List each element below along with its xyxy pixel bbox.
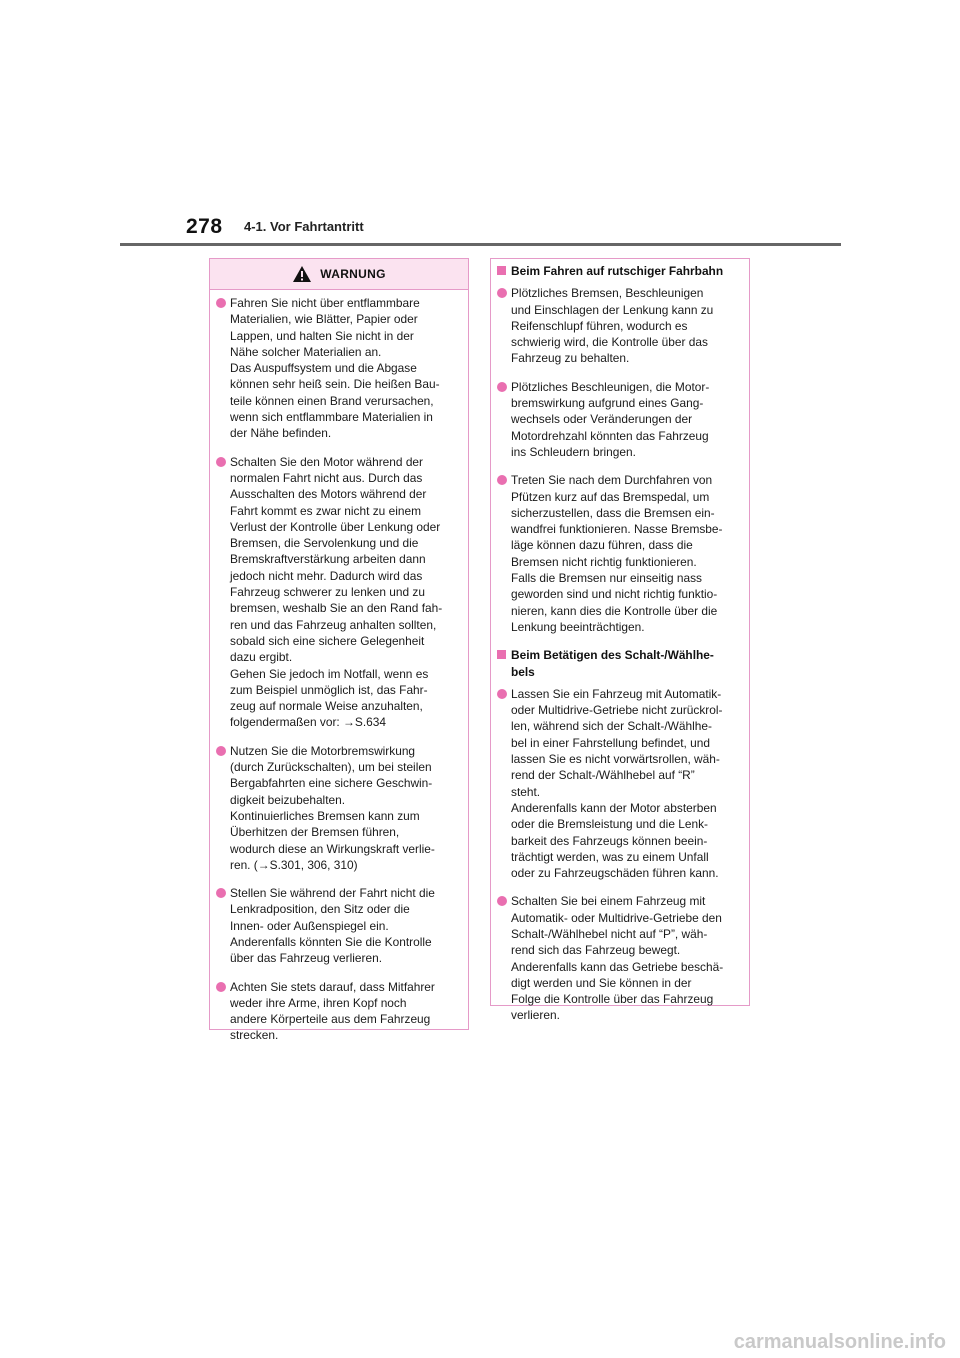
square-bullet-icon: [497, 650, 506, 659]
slippery-road-item: [497, 285, 739, 366]
bullet-dot-icon: [497, 689, 507, 699]
slippery-road-item: [497, 472, 739, 635]
warning-content: [210, 290, 468, 1052]
warning-item: [216, 743, 458, 873]
bullet-dot-icon: [497, 382, 507, 392]
warning-box: [209, 258, 469, 1043]
warning-title: WARNUNG: [320, 267, 386, 281]
warning-item: [216, 885, 458, 966]
section-title: 4-1. Vor Fahrtantritt: [244, 219, 364, 234]
bullet-dot-icon: [497, 288, 507, 298]
slippery-road-item-text: Plötzliches Bremsen, Beschleunigen und Einschlagen der Lenkung kann zu Reifenschlupf führen, wodurch es schwierig wird, die Kontrolle über das Fahrzeug zu behalten.: [511, 286, 714, 366]
shift-lever-item: [497, 686, 739, 882]
page-number: 278: [186, 215, 223, 238]
subsection-heading-text: Beim Betätigen des Schalt-/Wählhe- bels: [511, 648, 714, 679]
bullet-dot-icon: [497, 475, 507, 485]
header-divider: [120, 243, 841, 246]
bullet-dot-icon: [216, 888, 226, 898]
warning-item-text: Nutzen Sie die Motorbremswirkung (durch Zurückschalten), um bei steilen Bergabfahrten eine sichere Geschwin- digkeit beizubehalten. Kontinuierliches Bremsen kann zum Überhitzen der Bremsen führen, wodurch diese an Wirkungskraft verlie- ren. (→S.301, 306, 310): [230, 743, 435, 872]
subsection-heading-shift-lever: [497, 647, 739, 680]
bullet-dot-icon: [497, 896, 507, 906]
bullet-dot-icon: [216, 746, 226, 756]
bullet-dot-icon: [216, 457, 226, 467]
warning-continued-content: [491, 259, 749, 1032]
warning-item-text: Stellen Sie während der Fahrt nicht die Lenkradposition, den Sitz oder die Innen- oder Außenspiegel ein. Anderenfalls könnten Sie die Kontrolle über das Fahrzeug verlieren.: [230, 886, 435, 966]
shift-lever-item-text: Lassen Sie ein Fahrzeug mit Automatik- oder Multidrive-Getriebe nicht zurückrol- len, während sich der Schalt-/Wählhe- bel in einer Fahrstellung befindet, und lassen Sie es nicht vorwärtsrollen, wäh- rend der Schalt-/Wählhebel auf “R” steht. Anderenfalls kann der Motor absterben oder die Bremsleistung und die Lenk- barkeit des Fahrzeugs können beein- trächtigt werden, was zu einem Unfall oder zu Fahrzeugschäden führen kann.: [511, 686, 723, 881]
shift-lever-item-text: Schalten Sie bei einem Fahrzeug mit Automatik- oder Multidrive-Getriebe den Schalt-/Wählhebel nicht auf “P”, wäh- rend sich das Fahrzeug bewegt. Anderenfalls kann das Getriebe beschä- digt werden und Sie können in der Folge die Kontrolle über das Fahrzeug verlieren.: [511, 894, 724, 1023]
slippery-road-item: [497, 379, 739, 460]
bullet-dot-icon: [216, 298, 226, 308]
warning-header: [210, 259, 468, 290]
watermark: carmanualsonline.info: [733, 1331, 946, 1353]
page-header: [0, 0, 960, 250]
shift-lever-item: [497, 893, 739, 1023]
slippery-road-item-text: Plötzliches Beschleunigen, die Motor- bremswirkung aufgrund eines Gang- wechsels oder Veränderungen der Motordrehzahl könnten das Fahrzeug ins Schleudern bringen.: [511, 379, 710, 459]
subsection-heading-slippery-road: [497, 263, 739, 279]
subsection-heading-text: Beim Fahren auf rutschiger Fahrbahn: [511, 264, 724, 278]
warning-continued-box: [490, 258, 750, 1023]
warning-item-text: Fahren Sie nicht über entflammbare Materialien, wie Blätter, Papier oder Lappen, und halten Sie nicht in der Nähe solcher Materialien an. Das Auspuffsystem und die Abgase können sehr heiß sein. Die heißen Bau- teile können einen Brand verursachen, wenn sich entflammbare Materialien in der Nähe befinden.: [230, 296, 440, 441]
warning-triangle-icon: [292, 265, 312, 283]
warning-item: [216, 979, 458, 1044]
square-bullet-icon: [497, 266, 506, 275]
warning-item: [216, 295, 458, 442]
slippery-road-item-text: Treten Sie nach dem Durchfahren von Pfützen kurz auf das Bremspedal, um sicherzustellen, dass die Bremsen ein- wandfrei funktionieren. Nasse Bremsbe- läge können dazu führen, dass die Bremsen nicht richtig funktionieren. Falls die Bremsen nur einseitig nass geworden sind und nicht richtig funktio- nieren, kann dies die Kontrolle über die Lenkung beeinträchtigen.: [511, 473, 723, 634]
bullet-dot-icon: [216, 982, 226, 992]
warning-item: [216, 454, 458, 731]
warning-item-text: Achten Sie stets darauf, dass Mitfahrer weder ihre Arme, ihren Kopf noch andere Körperteile aus dem Fahrzeug strecken.: [230, 979, 435, 1043]
warning-item-text: Schalten Sie den Motor während der normalen Fahrt nicht aus. Durch das Ausschalten des Motors während der Fahrt kommt es zwar nicht zu einem Verlust der Kontrolle über Lenkung oder Bremsen, die Servolenkung und die Bremskraftverstärkung arbeiten dann jedoch nicht mehr. Dadurch wird das Fahrzeug schwerer zu lenken und zu bremsen, weshalb Sie an den Rand fah- ren und das Fahrzeug anhalten sollten, sobald sich eine sichere Gelegenheit dazu ergibt. Gehen Sie jedoch im Notfall, wenn es zum Beispiel unmöglich ist, das Fahr- zeug auf normale Weise anzuhalten, folgendermaßen vor: →S.634: [230, 454, 443, 730]
